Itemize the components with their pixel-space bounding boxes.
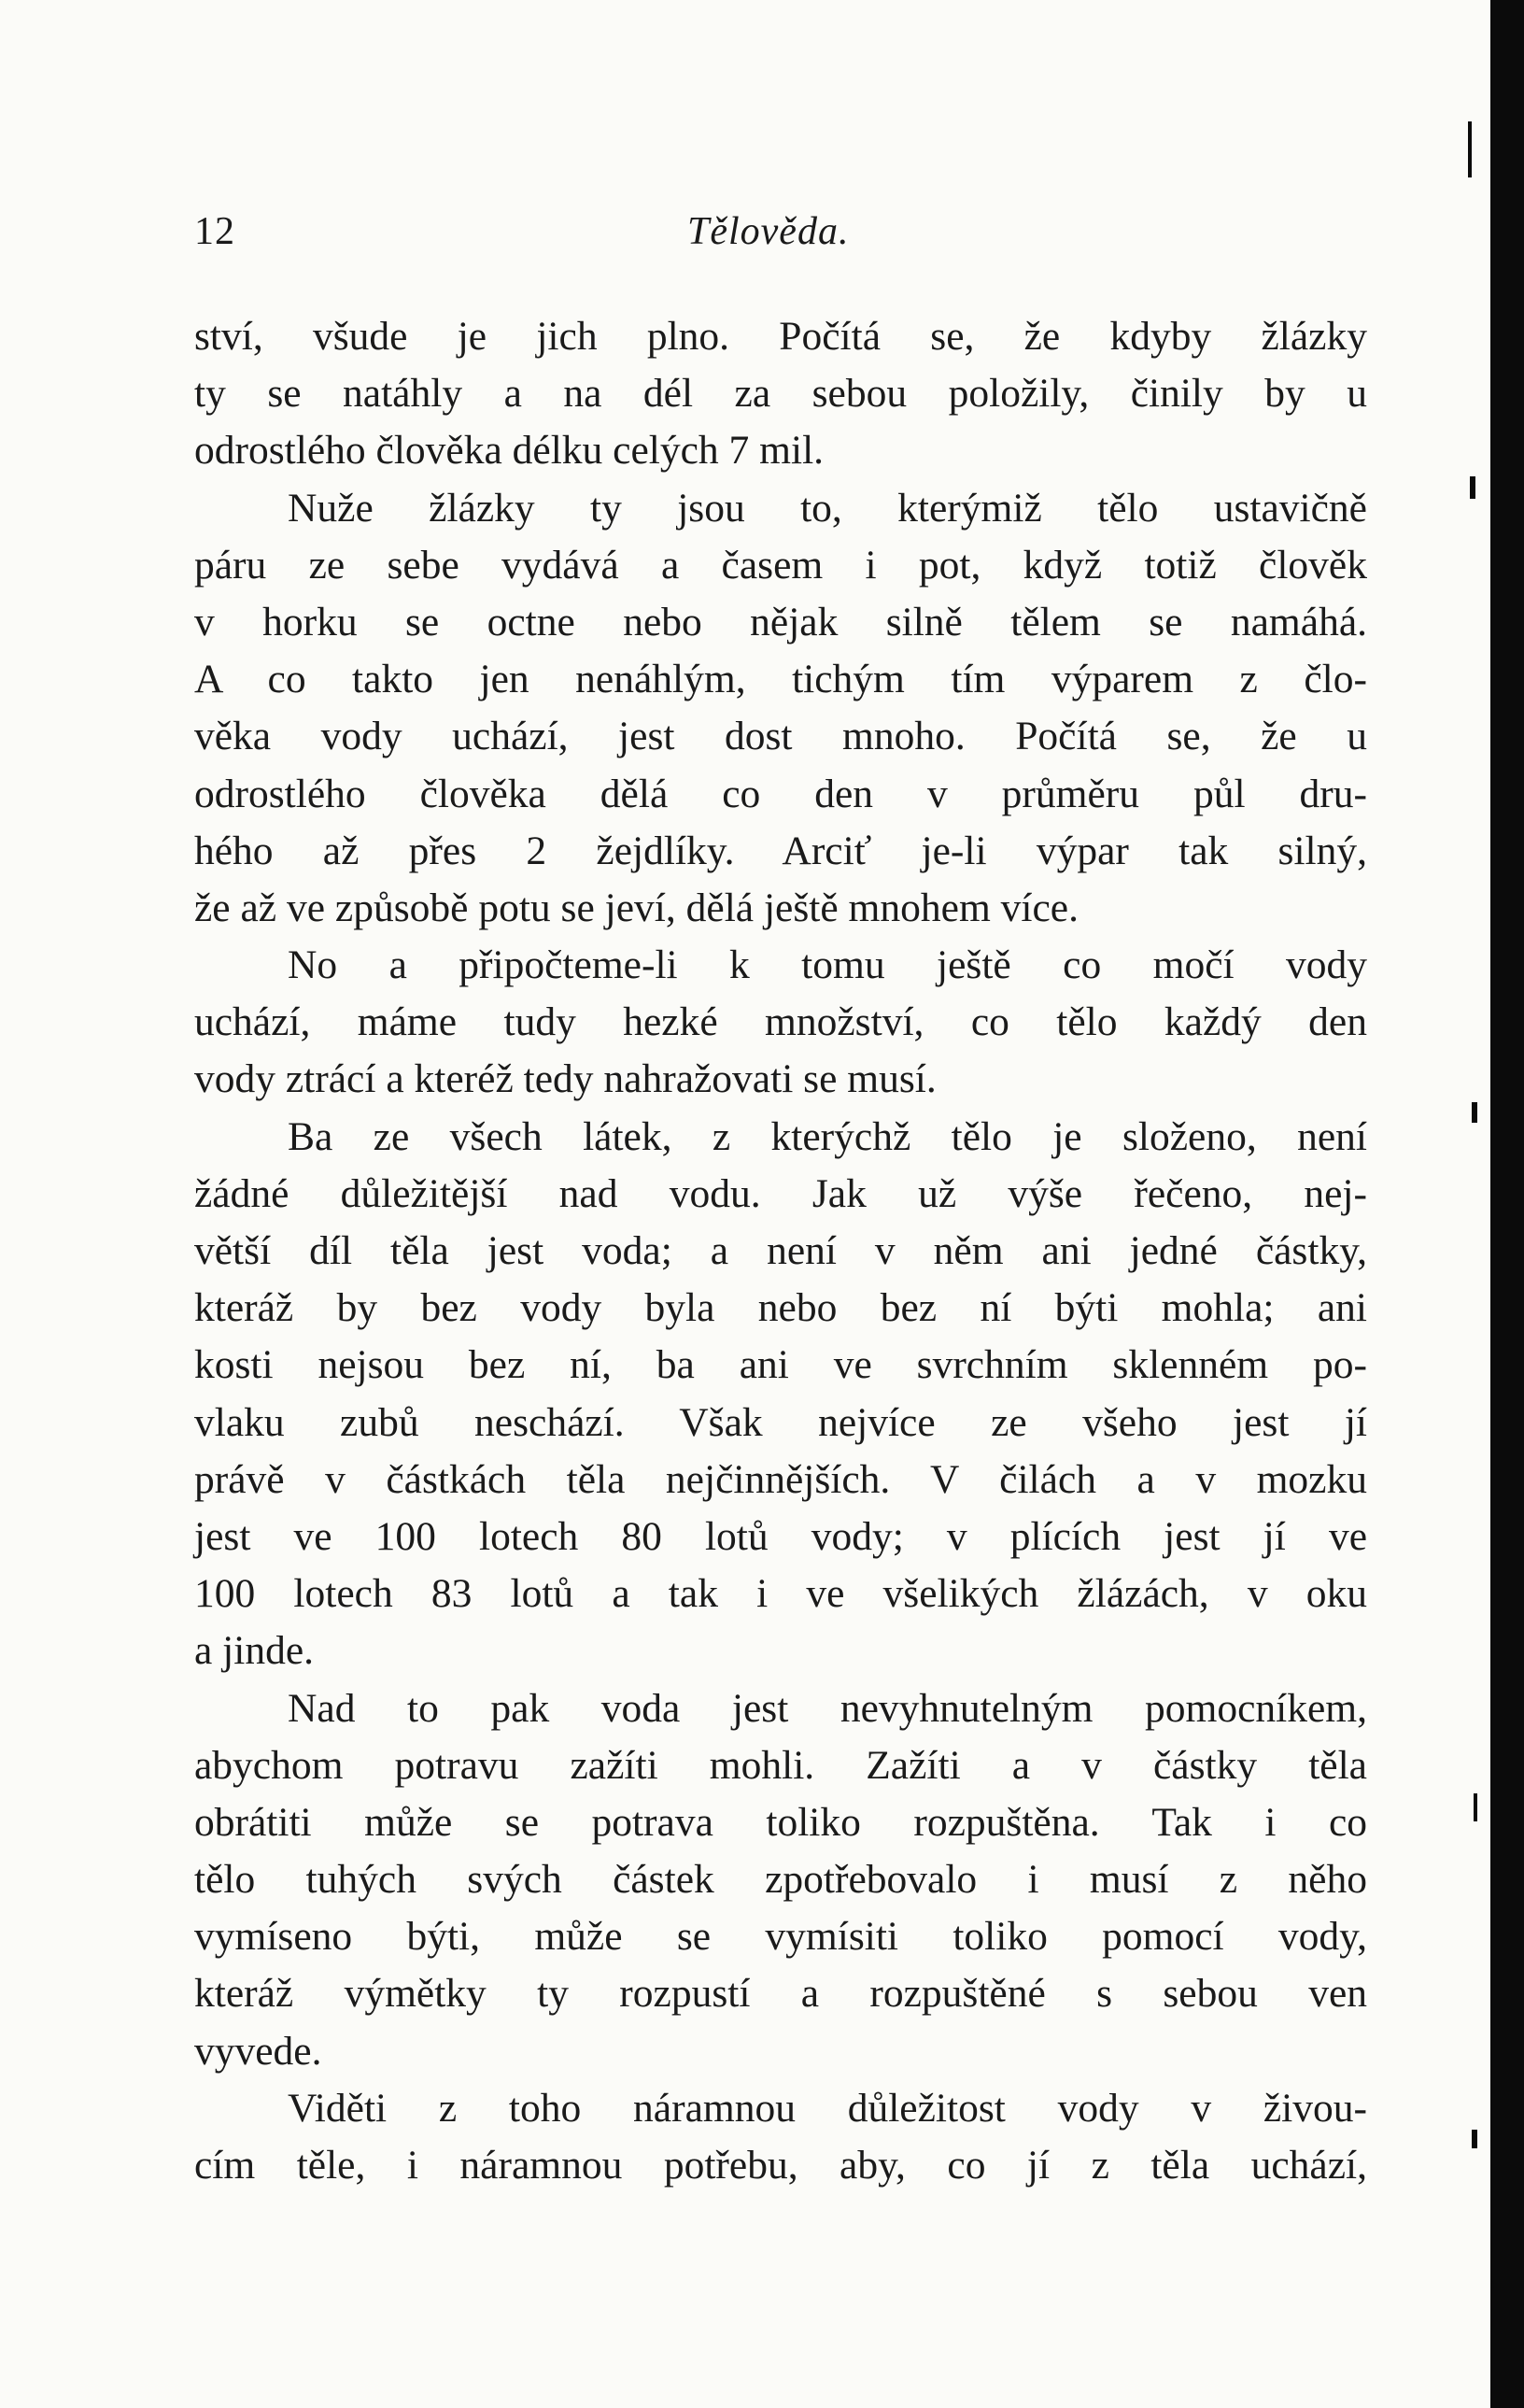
scan-edge-mark bbox=[1472, 2130, 1477, 2148]
text-line: a jinde. bbox=[194, 1628, 315, 1674]
text-line: jest ve 100 lotech 80 lotů vody; v plících jest jí ve bbox=[194, 1513, 1367, 1559]
text-line: vlaku zubů neschází. Však nejvíce ze všeho jest jí bbox=[194, 1399, 1367, 1445]
text-line: Ba ze všech látek, z kterýchž tělo je složeno, není bbox=[288, 1113, 1367, 1159]
text-line: A co takto jen nenáhlým, tichým tím výparem z člo- bbox=[194, 657, 1367, 702]
text-line: ty se natáhly a na dél za sebou položily, činily by u bbox=[194, 371, 1367, 417]
text-line: cím těle, i náramnou potřebu, aby, co jí z těla uchází, bbox=[194, 2143, 1367, 2188]
text-line: kosti nejsou bez ní, ba ani ve svrchním sklenném po- bbox=[194, 1342, 1367, 1388]
page-header bbox=[194, 209, 1367, 275]
text-line: kteráž by bez vody byla nebo bez ní býti mohla; ani bbox=[194, 1285, 1367, 1331]
text-line: vyvede. bbox=[194, 2028, 322, 2074]
text-line: No a připočteme-li k tomu ještě co močí vody bbox=[288, 942, 1367, 988]
page-number: 12 bbox=[194, 210, 235, 253]
text-line: abychom potravu zažíti mohli. Zažíti a v částky těla bbox=[194, 1742, 1367, 1788]
text-line: 100 lotech 83 lotů a tak i ve všelikých žlázách, v oku bbox=[194, 1571, 1367, 1617]
text-line: hého až přes 2 žejdlíky. Arciť je-li výpar tak silný, bbox=[194, 828, 1367, 873]
text-line: větší díl těla jest voda; a není v něm ani jedné částky, bbox=[194, 1228, 1367, 1273]
text-line: ství, všude je jich plno. Počítá se, že kdyby žlázky bbox=[194, 314, 1367, 359]
text-line: že až ve způsobě potu se jeví, dělá ještě mnohem více. bbox=[194, 885, 1079, 930]
text-line: kteráž výmětky ty rozpustí a rozpuštěné s sebou ven bbox=[194, 1971, 1367, 2017]
text-line: odrostlého člověka délku celých 7 mil. bbox=[194, 428, 825, 474]
scan-edge-mark bbox=[1474, 1793, 1477, 1821]
body-text bbox=[194, 308, 1367, 2194]
scan-edge-mark bbox=[1468, 121, 1472, 177]
text-line: žádné důležitější nad vodu. Jak už výše řečeno, nej- bbox=[194, 1170, 1367, 1216]
text-line: Nad to pak voda jest nevyhnutelným pomocníkem, bbox=[288, 1685, 1367, 1731]
text-line: věka vody uchází, jest dost mnoho. Počítá se, že u bbox=[194, 714, 1367, 759]
text-line: vymíseno býti, může se vymísiti toliko pomocí vody, bbox=[194, 1914, 1367, 1960]
text-line: Viděti z toho náramnou důležitost vody v živou- bbox=[288, 2085, 1367, 2131]
text-line: odrostlého člověka dělá co den v průměru půl dru- bbox=[194, 771, 1367, 816]
text-line: v horku se octne nebo nějak silně tělem se namáhá. bbox=[194, 599, 1367, 644]
text-line: právě v částkách těla nejčinnějších. V čilách a v mozku bbox=[194, 1456, 1367, 1502]
text-line: tělo tuhých svých částek zpotřebovalo i musí z něho bbox=[194, 1857, 1367, 1903]
running-title: Tělověda. bbox=[687, 210, 850, 253]
scan-border bbox=[1490, 0, 1524, 2408]
text-line: Nuže žlázky ty jsou to, kterýmiž tělo ustavičně bbox=[288, 485, 1367, 531]
text-line: uchází, máme tudy hezké množství, co tělo každý den bbox=[194, 999, 1367, 1045]
text-line: páru ze sebe vydává a časem i pot, když totiž člověk bbox=[194, 542, 1367, 588]
text-line: obrátiti může se potrava toliko rozpuštěna. Tak i co bbox=[194, 1799, 1367, 1845]
text-line: vody ztrácí a kteréž tedy nahražovati se musí. bbox=[194, 1056, 937, 1102]
scan-edge-mark bbox=[1470, 476, 1475, 499]
scan-edge-mark bbox=[1472, 1102, 1477, 1123]
